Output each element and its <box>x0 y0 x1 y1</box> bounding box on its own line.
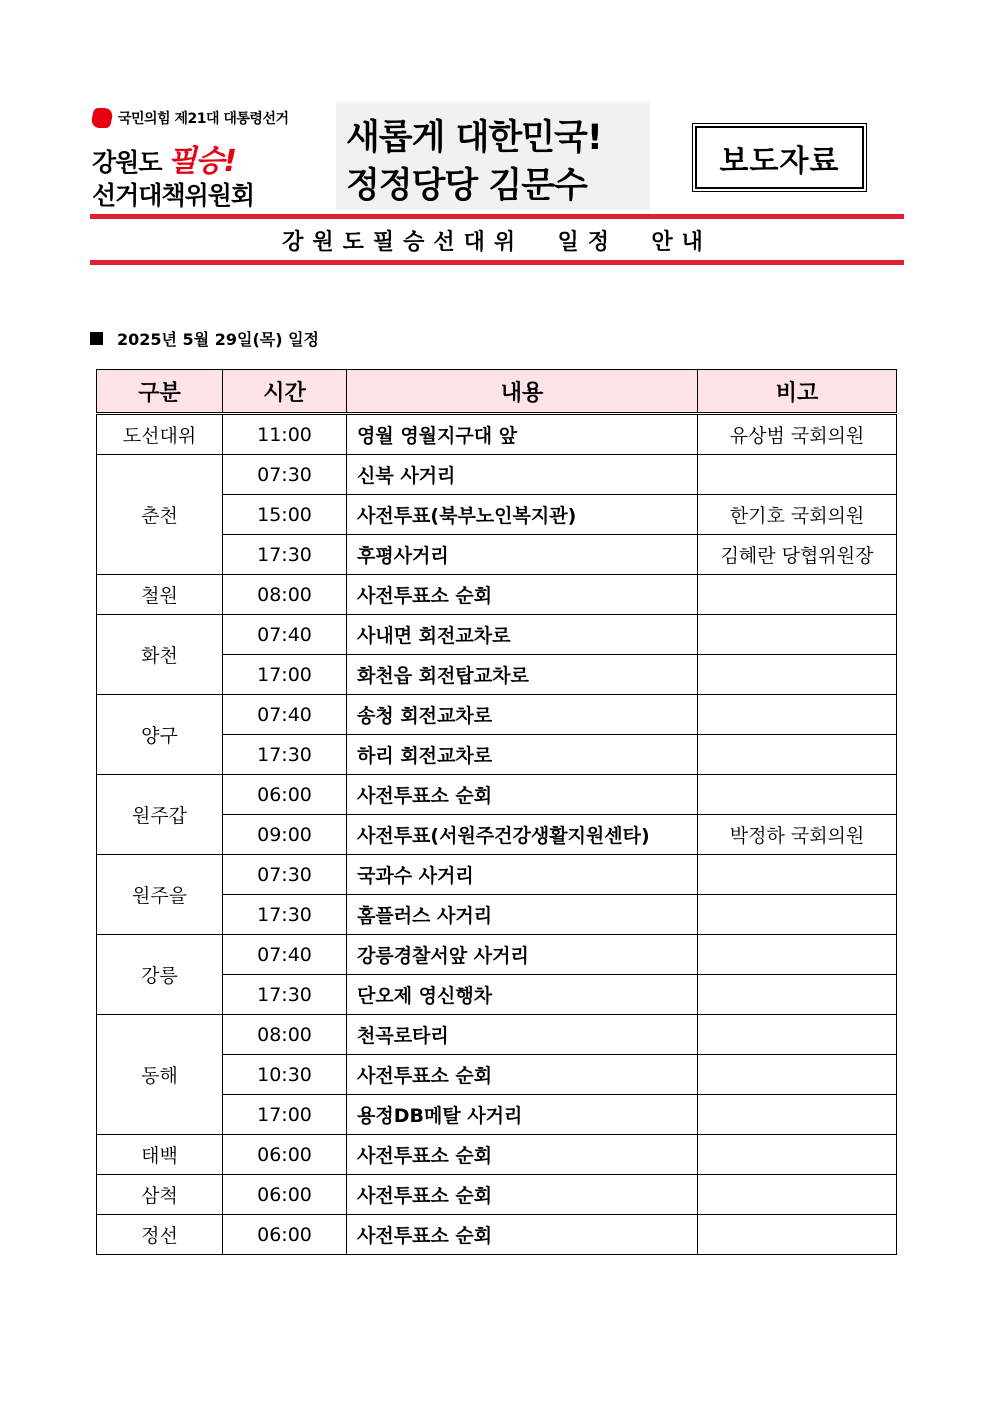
content-cell: 사전투표소 순회 <box>347 1055 698 1095</box>
content-cell: 사전투표소 순회 <box>347 1175 698 1215</box>
note-cell: 한기호 국회의원 <box>698 495 897 535</box>
content-cell: 단오제 영신행차 <box>347 975 698 1015</box>
time-cell: 08:00 <box>223 575 347 615</box>
region-cell: 원주을 <box>97 855 223 935</box>
table-row <box>97 1175 897 1215</box>
time-cell: 17:30 <box>223 975 347 1015</box>
time-cell: 07:40 <box>223 615 347 655</box>
time-cell: 17:30 <box>223 895 347 935</box>
bottom-divider <box>90 260 904 265</box>
table-row <box>97 1215 897 1255</box>
schedule-table <box>96 369 897 1255</box>
note-cell <box>698 1015 897 1055</box>
date-heading <box>90 327 319 350</box>
table-row <box>97 695 897 735</box>
note-cell <box>698 1215 897 1255</box>
note-cell <box>698 775 897 815</box>
table-row <box>97 775 897 815</box>
region-cell: 철원 <box>97 575 223 615</box>
note-cell <box>698 1095 897 1135</box>
table-row <box>97 935 897 975</box>
table-row <box>97 414 897 455</box>
content-cell: 국과수 사거리 <box>347 855 698 895</box>
note-cell: 박정하 국회의원 <box>698 815 897 855</box>
region-cell: 도선대위 <box>97 414 223 455</box>
logo-region-line <box>92 136 236 180</box>
time-cell: 17:00 <box>223 655 347 695</box>
note-cell <box>698 895 897 935</box>
column-header-content: 내용 <box>347 370 698 414</box>
time-cell: 07:40 <box>223 935 347 975</box>
table-row <box>97 1135 897 1175</box>
time-cell: 17:30 <box>223 535 347 575</box>
region-cell: 양구 <box>97 695 223 775</box>
note-cell <box>698 1135 897 1175</box>
time-cell: 06:00 <box>223 1135 347 1175</box>
note-cell <box>698 1175 897 1215</box>
content-cell: 강릉경찰서앞 사거리 <box>347 935 698 975</box>
content-cell: 송청 회전교차로 <box>347 695 698 735</box>
region-cell: 춘천 <box>97 455 223 575</box>
note-cell <box>698 695 897 735</box>
content-cell: 천곡로타리 <box>347 1015 698 1055</box>
content-cell: 사전투표소 순회 <box>347 575 698 615</box>
note-cell <box>698 655 897 695</box>
time-cell: 09:00 <box>223 815 347 855</box>
logo-committee-text: 선거대책위원회 <box>92 181 255 210</box>
time-cell: 10:30 <box>223 1055 347 1095</box>
note-cell <box>698 735 897 775</box>
content-cell: 후평사거리 <box>347 535 698 575</box>
content-cell: 용정DB메탈 사거리 <box>347 1095 698 1135</box>
time-cell: 07:30 <box>223 455 347 495</box>
content-cell: 신북 사거리 <box>347 455 698 495</box>
region-cell: 강릉 <box>97 935 223 1015</box>
logo-accent-text: 필승! <box>167 144 237 179</box>
time-cell: 07:30 <box>223 855 347 895</box>
column-header-region: 구분 <box>97 370 223 414</box>
note-cell <box>698 615 897 655</box>
press-release-box: 보도자료 <box>695 126 864 189</box>
time-cell: 08:00 <box>223 1015 347 1055</box>
region-cell: 화천 <box>97 615 223 695</box>
content-cell: 하리 회전교차로 <box>347 735 698 775</box>
note-cell <box>698 855 897 895</box>
region-cell: 정선 <box>97 1215 223 1255</box>
content-cell: 사전투표소 순회 <box>347 775 698 815</box>
table-row <box>97 855 897 895</box>
table-header-row <box>97 370 897 414</box>
time-cell: 15:00 <box>223 495 347 535</box>
content-cell: 사내면 회전교차로 <box>347 615 698 655</box>
content-cell: 사전투표(북부노인복지관) <box>347 495 698 535</box>
note-cell <box>698 975 897 1015</box>
page-title: 강원도필승선대위 일정 안내 <box>282 230 712 255</box>
time-cell: 07:40 <box>223 695 347 735</box>
slogan-line-2: 정정당당 김문수 <box>346 166 587 206</box>
content-cell: 홈플러스 사거리 <box>347 895 698 935</box>
slogan-banner <box>336 102 650 210</box>
time-cell: 06:00 <box>223 775 347 815</box>
note-cell <box>698 455 897 495</box>
slogan-line-1: 새롭게 대한민국! <box>346 118 602 158</box>
content-cell: 사전투표소 순회 <box>347 1215 698 1255</box>
content-cell: 영월 영월지구대 앞 <box>347 414 698 455</box>
time-cell: 06:00 <box>223 1215 347 1255</box>
region-cell: 원주갑 <box>97 775 223 855</box>
note-cell <box>698 935 897 975</box>
time-cell: 11:00 <box>223 414 347 455</box>
schedule-body <box>97 414 897 1255</box>
top-divider <box>90 214 904 219</box>
table-row <box>97 615 897 655</box>
campaign-logo <box>92 104 332 214</box>
table-row <box>97 455 897 495</box>
square-bullet-icon <box>90 332 103 345</box>
time-cell: 06:00 <box>223 1175 347 1215</box>
time-cell: 17:30 <box>223 735 347 775</box>
table-row <box>97 1015 897 1055</box>
time-cell: 17:00 <box>223 1095 347 1135</box>
logo-region-text: 강원도 <box>92 148 162 177</box>
region-cell: 동해 <box>97 1015 223 1135</box>
date-heading-text: 2025년 5월 29일(목) 일정 <box>117 330 320 349</box>
content-cell: 사전투표(서원주건강생활지원센타) <box>347 815 698 855</box>
note-cell <box>698 1055 897 1095</box>
content-cell: 화천읍 회전탑교차로 <box>347 655 698 695</box>
logo-party-line <box>92 108 289 128</box>
note-cell <box>698 575 897 615</box>
region-cell: 태백 <box>97 1135 223 1175</box>
logo-party-text: 국민의힘 제21대 대통령선거 <box>118 111 289 127</box>
party-logo-icon <box>90 108 114 128</box>
content-cell: 사전투표소 순회 <box>347 1135 698 1175</box>
note-cell: 유상범 국회의원 <box>698 414 897 455</box>
note-cell: 김혜란 당협위원장 <box>698 535 897 575</box>
column-header-time: 시간 <box>223 370 347 414</box>
column-header-note: 비고 <box>698 370 897 414</box>
table-row <box>97 575 897 615</box>
region-cell: 삼척 <box>97 1175 223 1215</box>
